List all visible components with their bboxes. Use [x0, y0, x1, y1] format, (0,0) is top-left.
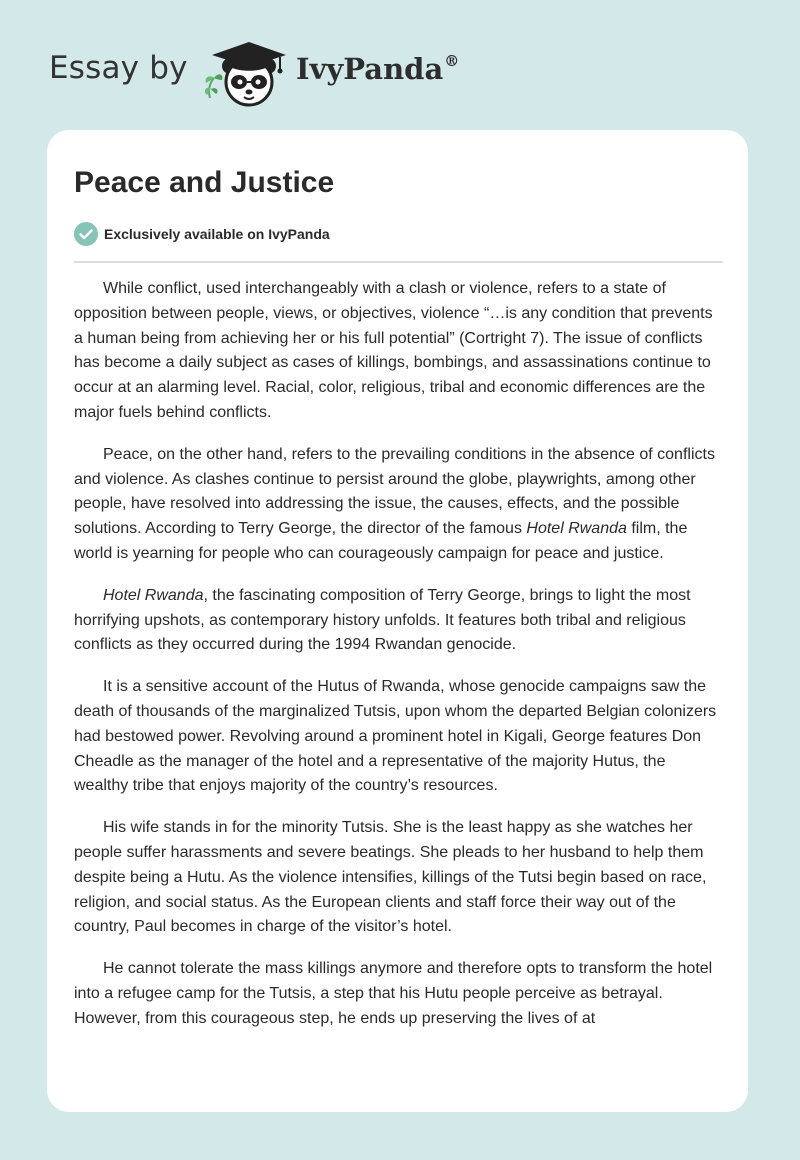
exclusive-badge — [74, 222, 330, 246]
paragraph — [74, 675, 724, 799]
paragraph-text: Peace, on the other hand, refers to the prevailing conditions in the absence of conflicts and violence. As clashes continue to persist around the globe, playwrights, among other people, have resolved into addressing the issue, the causes, effects, and the possible solutions. According to Terry George, the director of the famous — [74, 445, 715, 538]
paragraph — [74, 277, 724, 426]
divider — [74, 261, 723, 263]
paragraph-text: It is a sensitive account of the Hutus of Rwanda, whose genocide campaigns saw the death of thousands of the marginalized Tutsis, upon whom the departed Belgian colonizers had bestowed power. Revolving around a prominent hotel in Kigali, George features Don Cheadle as the manager of the hotel and a representative of the majority Hutus, the wealthy tribe that enjoys majority of the country’s resources. — [74, 678, 717, 795]
brand-logo-text[interactable] — [296, 52, 459, 86]
registered-mark: ® — [444, 52, 460, 71]
page-title: Peace and Justice — [74, 166, 335, 199]
paragraph — [74, 443, 724, 567]
site-header — [0, 0, 800, 130]
ivy-leaf-icon — [205, 74, 222, 98]
essay-body — [74, 277, 724, 1049]
paragraph — [74, 584, 724, 658]
essay-card — [47, 130, 748, 1112]
paragraph-text: His wife stands in for the minority Tutsis. She is the least happy as she watches her people suffer harassments and severe beatings. She pleads to her husband to help them despite being a Hutu. As the violence intensifies, killings of the Tutsi begin based on race, religion, and social status. As the European clients and staff force their way out of the country, Paul becomes in charge of the visitor’s hotel. — [74, 819, 707, 936]
panda-graduate-logo-icon[interactable] — [200, 36, 296, 108]
paragraph — [74, 816, 724, 940]
paragraph-text: While conflict, used interchangeably with a clash or violence, refers to a state of opposition between people, views, or objectives, violence “…is any condition that prevents a human being from achieving her or his full potential” (Cortright 7). The issue of conflicts has become a daily subject as cases of killings, bombings, and assassinations continue to occur at an alarming level. Racial, color, religious, tribal and economic differences are the major fuels behind conflicts. — [74, 280, 713, 421]
brand-name: IvyPanda — [296, 52, 444, 86]
film-title: Hotel Rwanda — [103, 586, 204, 604]
paragraph-text: He cannot tolerate the mass killings anymore and therefore opts to transform the hotel into a refugee camp for the Tutsis, a step that his Hutu people perceive as betrayal. However, from this courageous step, he ends up preserving the lives of at — [74, 960, 713, 1027]
paragraph — [74, 957, 724, 1031]
paragraph-text: film, the world is yearning for people who can courageously campaign for peace and justice. — [74, 520, 688, 562]
check-circle-icon — [74, 222, 98, 246]
exclusive-badge-label: Exclusively available on IvyPanda — [104, 226, 330, 242]
film-title: Hotel Rwanda — [526, 520, 627, 538]
paragraph-text: , the fascinating composition of Terry George, brings to light the most horrifying upshots, as contemporary history unfolds. It features both tribal and religious conflicts as they occurred during the 1994 Rwandan genocide. — [74, 586, 691, 654]
essay-by-label: Essay by — [49, 50, 188, 86]
